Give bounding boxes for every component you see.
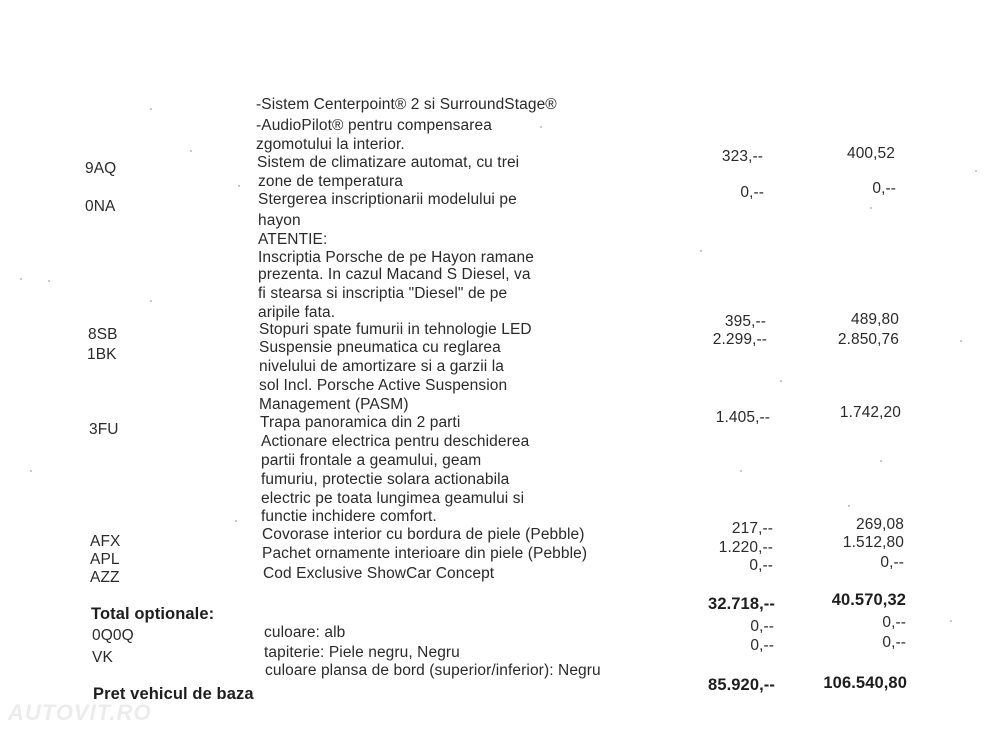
scan-speck <box>150 108 152 110</box>
option-code: 0NA <box>85 198 116 215</box>
desc-line: Covorase interior cu bordura de piele (Pebble) <box>262 526 585 543</box>
price-net: 0,-- <box>740 184 764 201</box>
color-price-net: 0,-- <box>750 618 774 635</box>
scan-speck <box>870 207 872 209</box>
scan-speck <box>48 280 50 282</box>
desc-line: zgomotului la interior. <box>256 136 405 153</box>
price-net: 395,-- <box>724 313 766 330</box>
scan-speck <box>848 505 850 507</box>
desc-line: fumuriu, protectie solara actionabila <box>261 471 510 488</box>
price-net: 217,-- <box>731 520 773 537</box>
scan-speck <box>960 340 962 342</box>
scan-speck <box>238 185 240 187</box>
base-price-label: Pret vehicul de baza <box>93 685 254 703</box>
desc-line: Inscriptia Porsche de pe Hayon ramane <box>258 249 534 266</box>
desc-line: sol Incl. Porsche Active Suspension <box>259 377 508 394</box>
scan-speck <box>740 470 742 472</box>
desc-line: Suspensie pneumatica cu reglarea <box>259 339 501 356</box>
desc-line: nivelului de amortizare si a garzii la <box>259 358 505 375</box>
price-gross: 1.512,80 <box>842 534 904 551</box>
desc-line: aripile fata. <box>258 304 336 321</box>
option-code: AFX <box>90 533 121 550</box>
scan-speck <box>150 300 152 302</box>
price-gross: 489,80 <box>850 311 899 328</box>
desc-line: electric pe toata lungimea geamului si <box>261 490 525 507</box>
scan-speck <box>700 250 702 252</box>
desc-line: ATENTIE: <box>258 231 328 248</box>
base-price-gross: 106.540,80 <box>823 674 907 692</box>
desc-line: hayon <box>258 212 301 229</box>
color-price-gross: 0,-- <box>882 614 906 631</box>
price-gross: 0,-- <box>872 180 896 197</box>
desc-line: functie inchidere comfort. <box>261 508 437 525</box>
scan-speck <box>975 170 977 172</box>
total-options-label: Total optionale: <box>91 605 215 623</box>
base-price-net: 85.920,-- <box>708 676 775 694</box>
price-net: 323,-- <box>721 148 763 165</box>
price-gross: 400,52 <box>846 145 895 162</box>
option-code: 9AQ <box>85 160 117 177</box>
desc-line: Actionare electrica pentru deschiderea <box>261 433 530 450</box>
color-label: tapiterie: Piele negru, Negru <box>264 644 460 661</box>
desc-line: Trapa panoramica din 2 parti <box>260 414 461 431</box>
desc-line: fi stearsa si inscriptia "Diesel" de pe <box>258 285 508 302</box>
option-code: AZZ <box>90 569 120 586</box>
desc-line: prezenta. In cazul Macand S Diesel, va <box>258 266 531 283</box>
price-gross: 1.742,20 <box>839 404 901 421</box>
desc-line: Management (PASM) <box>259 396 409 413</box>
desc-line: zone de temperatura <box>258 173 403 190</box>
total-options-net: 32.718,-- <box>708 595 775 613</box>
color-price-net: 0,-- <box>750 637 774 654</box>
scan-speck <box>20 278 22 280</box>
scan-speck <box>880 460 882 462</box>
desc-line: Stopuri spate fumurii in tehnologie LED <box>259 321 532 338</box>
desc-line: Stergerea inscriptionarii modelului pe <box>258 191 517 208</box>
scan-speck <box>235 520 237 522</box>
scan-speck <box>950 620 952 622</box>
scan-speck <box>190 150 192 152</box>
scan-speck <box>780 380 782 382</box>
desc-line: -AudioPilot® pentru compensarea <box>256 117 492 134</box>
color-code: VK <box>92 649 113 666</box>
color-price-gross: 0,-- <box>882 634 906 651</box>
desc-line: Cod Exclusive ShowCar Concept <box>263 565 495 582</box>
color-label: culoare: alb <box>264 624 346 641</box>
dashboard-color-label: culoare plansa de bord (superior/inferior): Negru <box>265 662 601 679</box>
desc-line: Sistem de climatizare automat, cu trei <box>257 154 520 171</box>
option-code: APL <box>90 551 120 568</box>
option-code: 8SB <box>88 326 118 343</box>
total-options-gross: 40.570,32 <box>831 591 906 609</box>
desc-line: -Sistem Centerpoint® 2 si SurroundStage® <box>256 96 557 113</box>
scan-speck <box>30 470 32 472</box>
option-code: 3FU <box>89 421 119 438</box>
desc-line: Pachet ornamente interioare din piele (Pebble) <box>262 545 588 562</box>
color-code: 0Q0Q <box>92 627 134 644</box>
desc-line: partii frontale a geamului, geam <box>261 452 482 469</box>
watermark-logo: AUTOVIT.RO <box>8 700 152 725</box>
price-gross: 2.850,76 <box>837 331 899 348</box>
price-net: 0,-- <box>749 557 773 574</box>
option-code: 1BK <box>87 346 117 363</box>
price-gross: 269,08 <box>855 516 904 533</box>
price-net: 1.220,-- <box>718 539 773 556</box>
price-gross: 0,-- <box>880 554 904 571</box>
scan-speck <box>540 126 542 128</box>
price-net: 1.405,-- <box>715 409 770 426</box>
price-net: 2.299,-- <box>712 331 767 348</box>
